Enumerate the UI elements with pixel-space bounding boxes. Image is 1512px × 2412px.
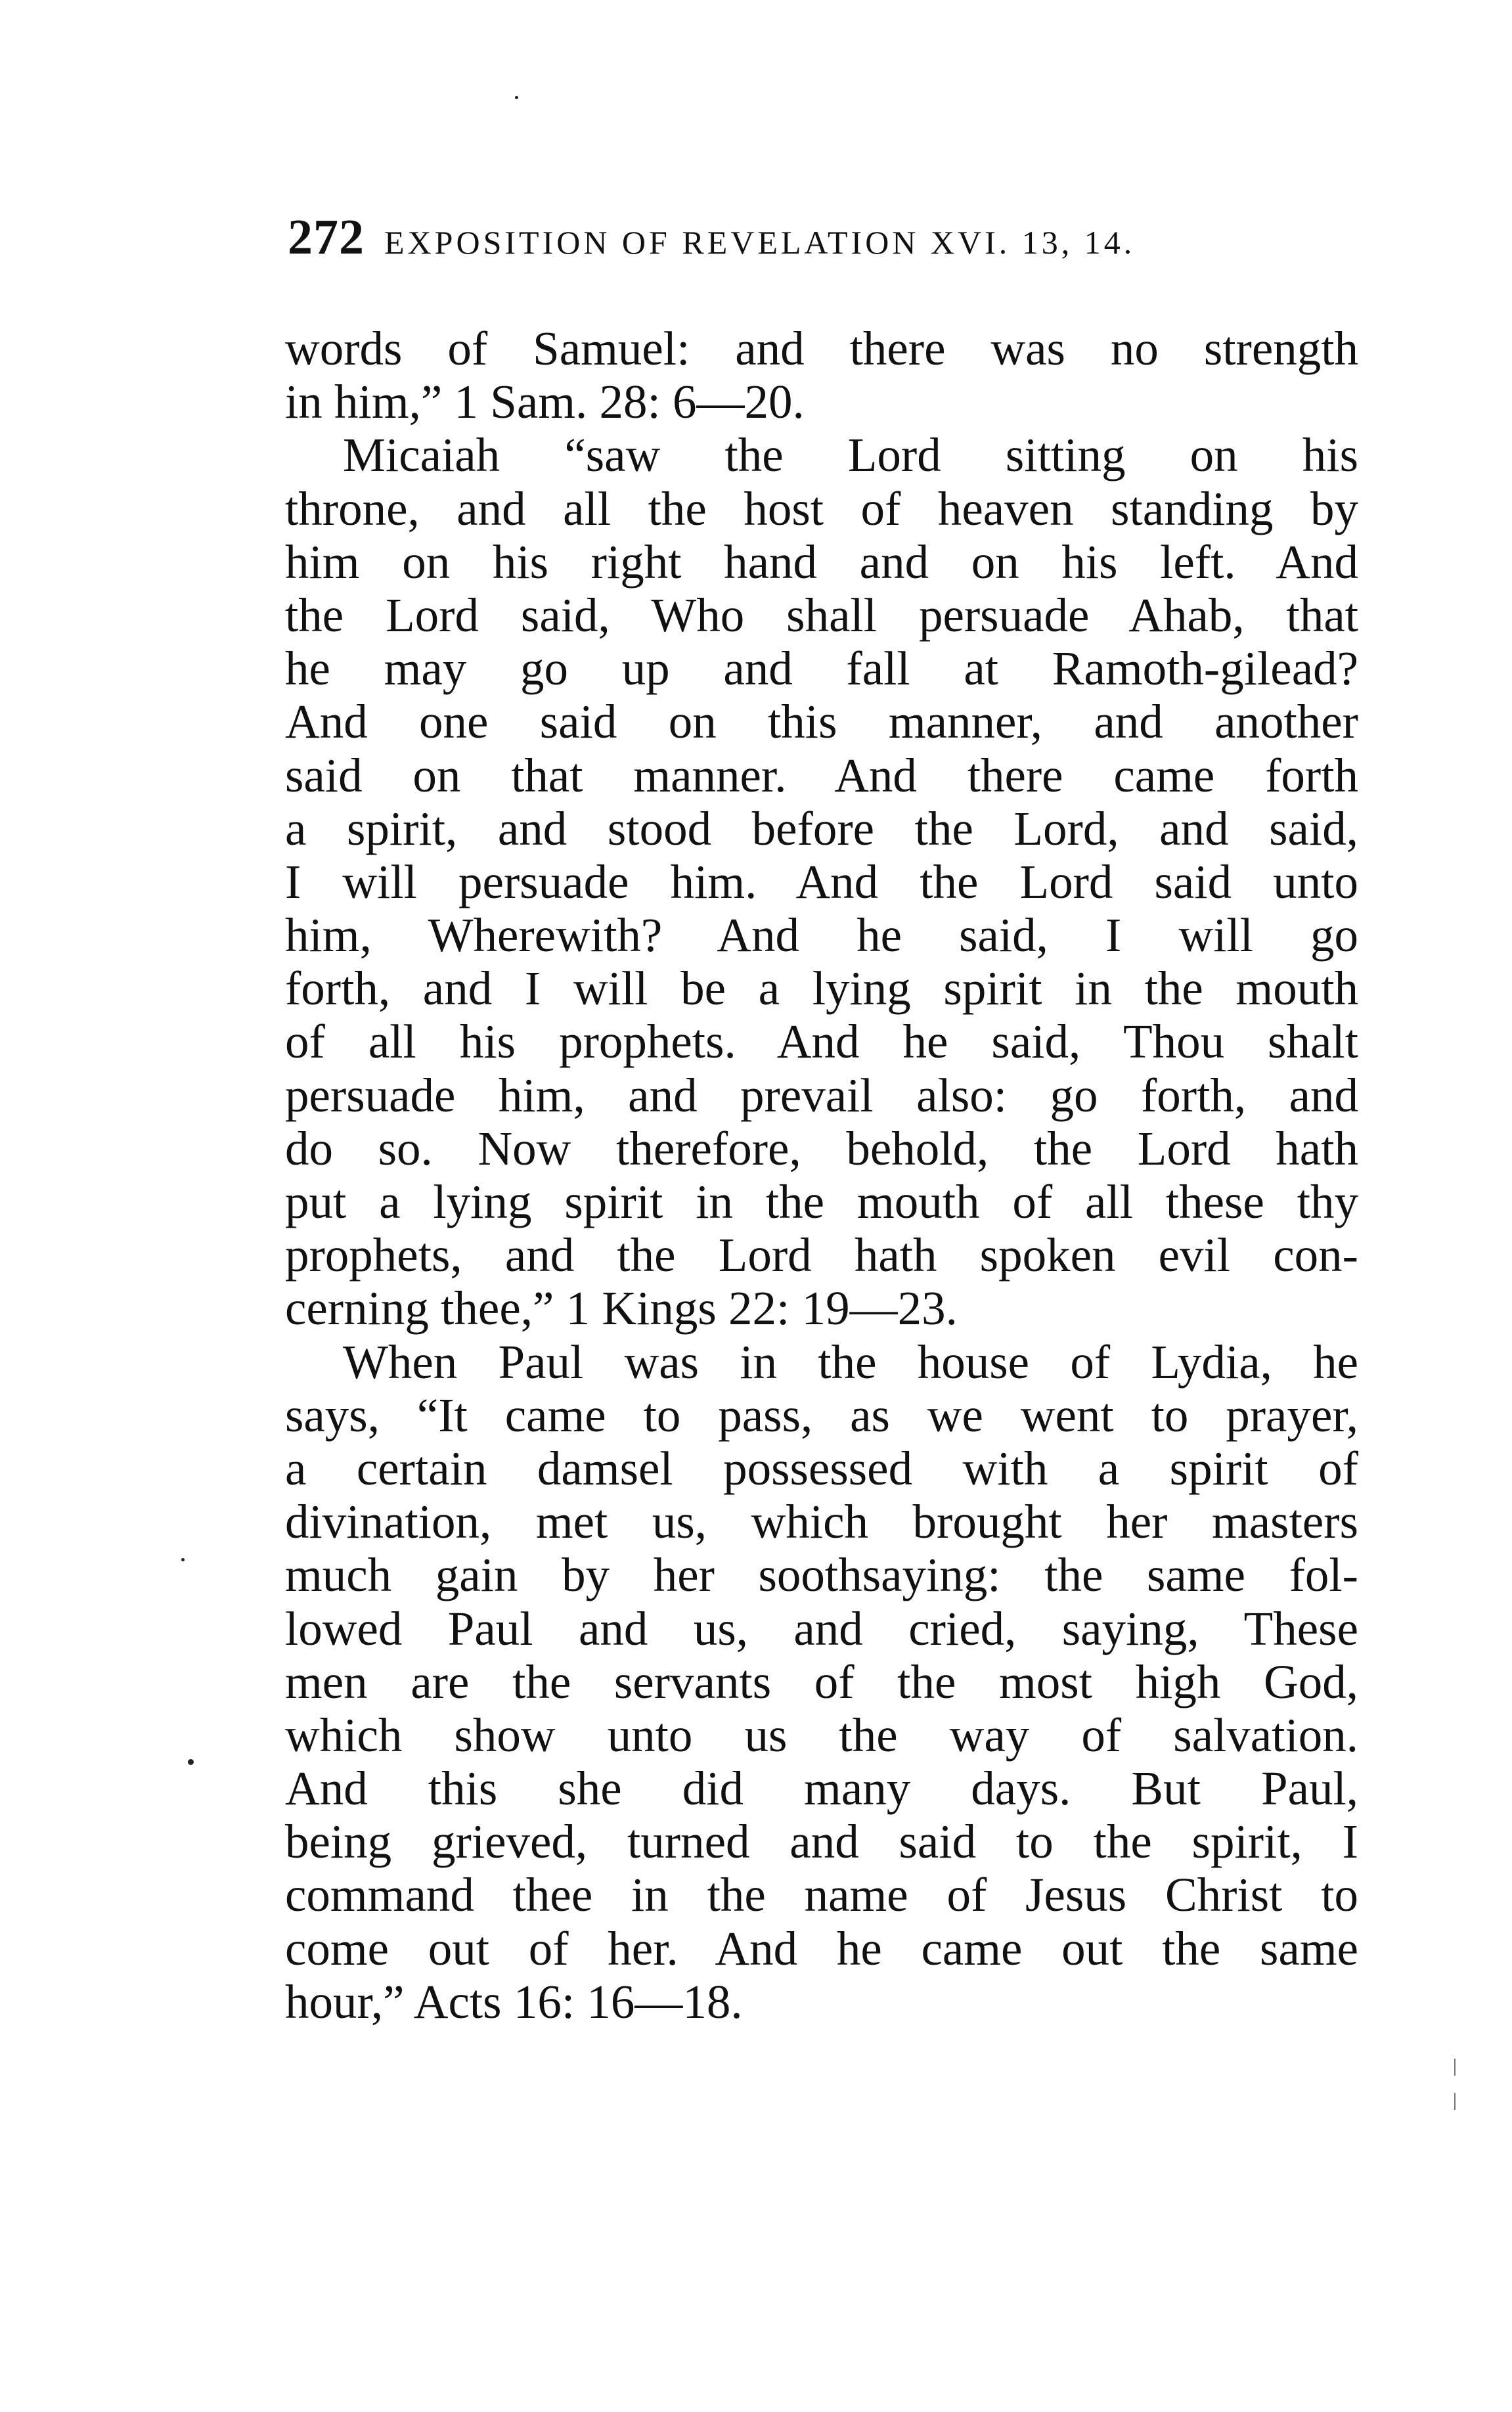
text-line: And this she did many days. But Paul, <box>285 1762 1358 1816</box>
text-line: of all his prophets. And he said, Thou shalt <box>285 1015 1358 1069</box>
running-head-title: EXPOSITION OF REVELATION XVI. 13, 14. <box>384 224 1136 261</box>
text-line: Micaiah “saw the Lord sitting on his <box>343 428 1358 482</box>
text-line: words of Samuel: and there was no strength <box>285 322 1358 375</box>
text-line: being grieved, turned and said to the spirit, I <box>285 1815 1358 1869</box>
text-line: put a lying spirit in the mouth of all these thy <box>285 1175 1358 1228</box>
scan-speck <box>515 96 518 99</box>
text-line: much gain by her soothsaying: the same fol- <box>285 1548 1358 1602</box>
text-line: prophets, and the Lord hath spoken evil con- <box>285 1228 1358 1282</box>
scan-speck <box>181 1558 185 1561</box>
text-line: forth, and I will be a lying spirit in the mouth <box>285 962 1358 1016</box>
text-line: come out of her. And he came out the same <box>285 1921 1358 1975</box>
text-line: a spirit, and stood before the Lord, and said, <box>285 801 1358 855</box>
page-number: 272 <box>288 210 365 265</box>
text-line: do so. Now therefore, behold, the Lord hath <box>285 1121 1358 1175</box>
text-line: said on that manner. And there came forth <box>285 748 1358 802</box>
text-line: men are the servants of the most high God, <box>285 1655 1358 1708</box>
text-line: lowed Paul and us, and cried, saying, These <box>285 1601 1358 1655</box>
scan-speck <box>188 1759 194 1765</box>
text-line: divination, met us, which brought her masters <box>285 1495 1358 1549</box>
text-line: in him,” 1 Sam. 28: 6—20. <box>285 375 805 429</box>
text-line: him, Wherewith? And he said, I will go <box>285 908 1358 962</box>
body-text <box>285 322 1358 2028</box>
text-line: says, “It came to pass, as we went to prayer, <box>285 1388 1358 1442</box>
running-head <box>288 209 1365 288</box>
text-line: persuade him, and prevail also: go forth, and <box>285 1068 1358 1122</box>
text-line: he may go up and fall at Ramoth-gilead? <box>285 642 1358 696</box>
scan-mark <box>1454 2059 1456 2076</box>
text-line: hour,” Acts 16: 16—18. <box>285 1975 743 2028</box>
text-line: And one said on this manner, and another <box>285 695 1358 749</box>
text-line: cerning thee,” 1 Kings 22: 19—23. <box>285 1282 958 1335</box>
text-line: throne, and all the host of heaven standing by <box>285 481 1358 535</box>
text-line: When Paul was in the house of Lydia, he <box>343 1335 1358 1389</box>
text-line: I will persuade him. And the Lord said unto <box>285 855 1358 908</box>
text-line: command thee in the name of Jesus Christ to <box>285 1868 1358 1922</box>
text-line: which show unto us the way of salvation. <box>285 1708 1358 1762</box>
text-line: the Lord said, Who shall persuade Ahab, that <box>285 588 1358 642</box>
text-line: a certain damsel possessed with a spirit of <box>285 1441 1358 1495</box>
text-line: him on his right hand and on his left. And <box>285 535 1358 589</box>
scan-mark <box>1454 2093 1456 2110</box>
